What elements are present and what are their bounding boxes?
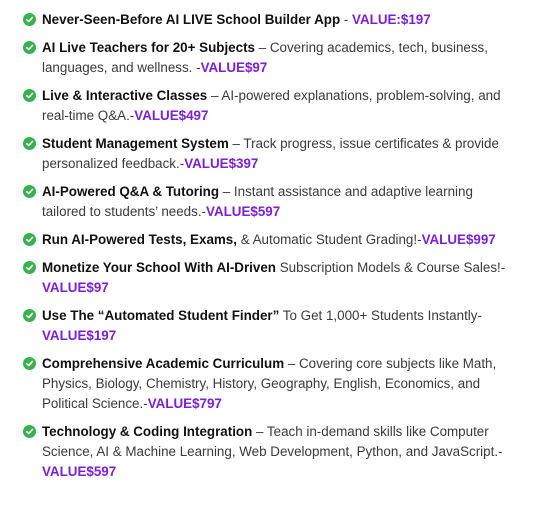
item-title: Technology & Coding Integration (42, 424, 253, 439)
item-value: VALUE$197 (42, 328, 117, 343)
list-item (42, 230, 520, 250)
item-description: – Covering academics, tech, business, languages, and wellness. - (42, 40, 488, 75)
item-title: AI Live Teachers for 20+ Subjects (42, 40, 255, 55)
list-item (42, 422, 520, 482)
list-item (42, 134, 520, 174)
check-circle-icon (23, 309, 36, 322)
item-description: - (340, 12, 353, 27)
item-description: & Automatic Student Grading!- (236, 232, 422, 247)
item-title: Comprehensive Academic Curriculum (42, 356, 285, 371)
item-value: VALUE:$197 (352, 12, 431, 27)
item-value: VALUE$97 (42, 280, 109, 295)
list-item (42, 182, 520, 222)
check-circle-icon (23, 425, 36, 438)
item-description: Subscription Models & Course Sales!- (275, 260, 506, 275)
item-value: VALUE$997 (421, 232, 496, 247)
item-title: Run AI-Powered Tests, Exams, (42, 232, 237, 247)
item-value: VALUE$597 (206, 204, 281, 219)
list-item (42, 86, 520, 126)
item-description: – Instant assistance and adaptive learning tailored to students’ needs.- (42, 184, 473, 219)
item-description: To Get 1,000+ Students Instantly- (279, 308, 482, 323)
item-description: – Teach in-demand skills like Computer Science, AI & Machine Learning, Web Development, Python, and JavaScript.- (42, 424, 503, 459)
item-value: VALUE$497 (134, 108, 209, 123)
item-title: Never-Seen-Before AI LIVE School Builder App (42, 12, 341, 27)
item-description: – AI-powered explanations, problem-solving, and real-time Q&A.- (42, 88, 501, 123)
list-item (42, 258, 520, 298)
list-item (42, 354, 520, 414)
item-value: VALUE$397 (184, 156, 259, 171)
check-circle-icon (23, 13, 36, 26)
check-circle-icon (23, 89, 36, 102)
check-circle-icon (23, 137, 36, 150)
check-circle-icon (23, 233, 36, 246)
check-circle-icon (23, 185, 36, 198)
item-value: VALUE$797 (147, 396, 222, 411)
item-title: Use The “Automated Student Finder” (42, 308, 280, 323)
item-description: – Covering core subjects like Math, Physics, Biology, Chemistry, History, Geography, English, Economics, and Political Science.- (42, 356, 497, 411)
item-title: Student Management System (42, 136, 229, 151)
item-title: Live & Interactive Classes (42, 88, 208, 103)
item-title: Monetize Your School With AI-Driven (42, 260, 276, 275)
check-circle-icon (23, 357, 36, 370)
check-circle-icon (23, 261, 36, 274)
check-circle-icon (23, 41, 36, 54)
item-title: AI-Powered Q&A & Tutoring (42, 184, 220, 199)
item-description: – Track progress, issue certificates & provide personalized feedback.- (42, 136, 499, 171)
list-item (42, 10, 520, 30)
list-item (42, 306, 520, 346)
list-item (42, 38, 520, 78)
item-value: VALUE$597 (42, 464, 117, 479)
item-value: VALUE$97 (200, 60, 268, 75)
